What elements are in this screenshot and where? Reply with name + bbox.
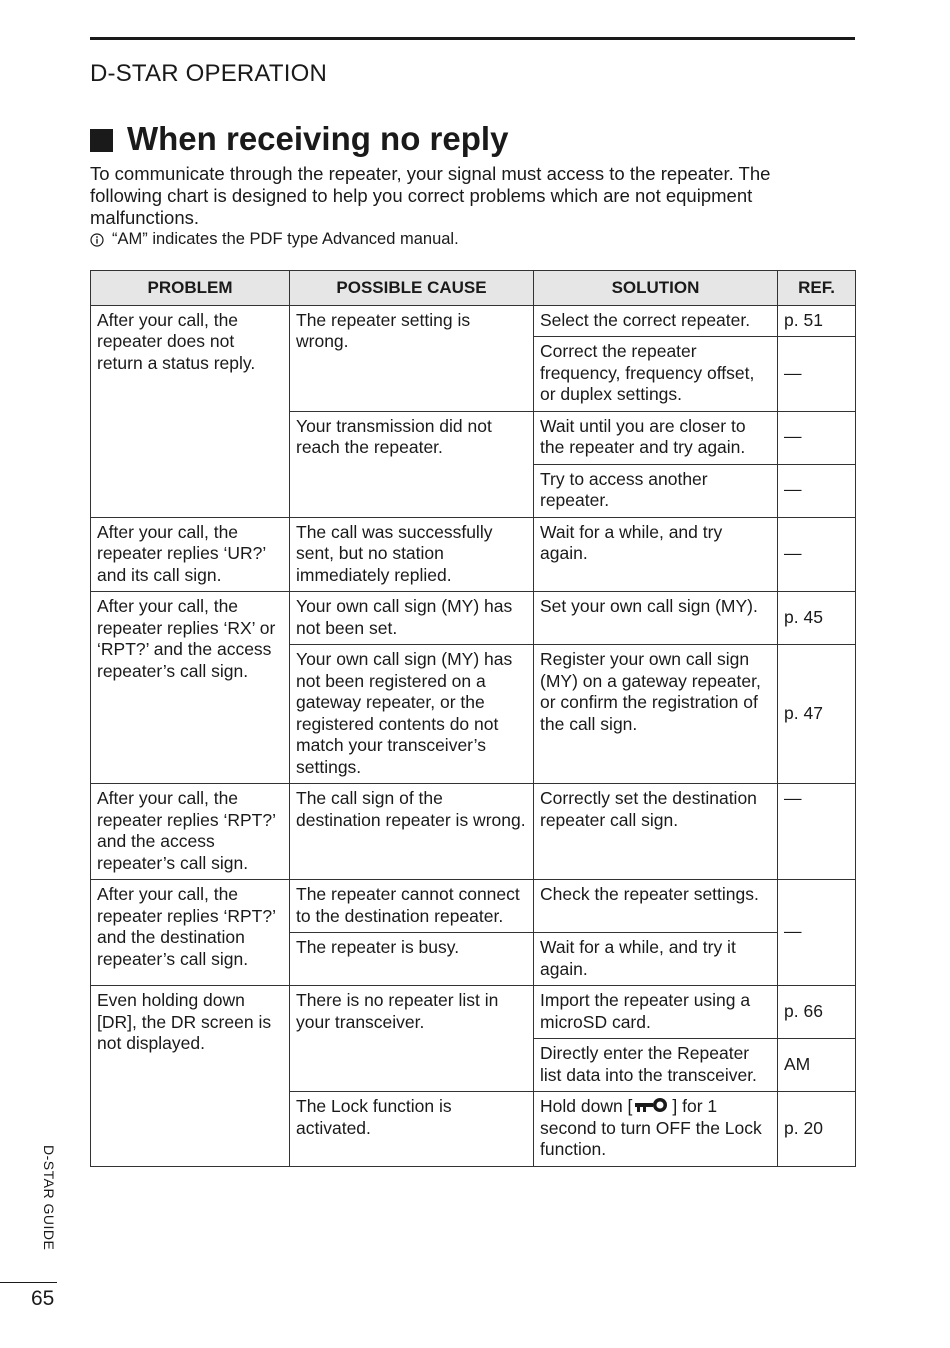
page-number: 65 bbox=[31, 1287, 55, 1310]
solution-cell bbox=[534, 1092, 778, 1167]
cause-cell: Your own call sign (MY) has not been registered on a gateway repeater, or the registered contents do not match your transceiver’s settings. bbox=[290, 645, 534, 784]
heading-title: When receiving no reply bbox=[127, 120, 509, 157]
cause-cell: Your transmission did not reach the repeater. bbox=[290, 411, 534, 517]
ref-cell: — bbox=[778, 517, 856, 592]
key-icon bbox=[632, 1096, 672, 1116]
problem-cell: After your call, the repeater replies ‘RX’ or ‘RPT?’ and the access repeater’s call sign. bbox=[91, 592, 290, 784]
ref-cell: — bbox=[778, 411, 856, 464]
intro-paragraph: To communicate through the repeater, your signal must access to the repeater. The following chart is designed to help you correct problems which are not equipment malfunctions. bbox=[90, 163, 771, 228]
table-header-row bbox=[91, 271, 856, 306]
cause-cell: Your own call sign (MY) has not been set. bbox=[290, 592, 534, 645]
ref-cell: — bbox=[778, 784, 856, 880]
cause-cell: The repeater setting is wrong. bbox=[290, 305, 534, 411]
column-header-possible-cause: POSSIBLE CAUSE bbox=[290, 271, 534, 306]
solution-text-before: Hold down [ bbox=[540, 1096, 633, 1116]
cause-cell: The call sign of the destination repeater is wrong. bbox=[290, 784, 534, 880]
note bbox=[90, 230, 459, 249]
troubleshooting-table bbox=[90, 270, 856, 1167]
table-row bbox=[91, 986, 856, 1039]
ref-cell: — bbox=[778, 880, 856, 986]
problem-cell: Even holding down [DR], the DR screen is not displayed. bbox=[91, 986, 290, 1167]
square-bullet-icon bbox=[90, 129, 113, 152]
info-icon bbox=[90, 233, 104, 247]
solution-cell: Import the repeater using a microSD card. bbox=[534, 986, 778, 1039]
solution-cell: Select the correct repeater. bbox=[534, 305, 778, 337]
cause-cell: There is no repeater list in your transceiver. bbox=[290, 986, 534, 1092]
solution-cell: Wait until you are closer to the repeater and try again. bbox=[534, 411, 778, 464]
table-row bbox=[91, 517, 856, 592]
solution-cell: Set your own call sign (MY). bbox=[534, 592, 778, 645]
ref-cell: p. 51 bbox=[778, 305, 856, 337]
solution-cell: Wait for a while, and try again. bbox=[534, 517, 778, 592]
page-number-rule bbox=[0, 1282, 57, 1283]
ref-cell: — bbox=[778, 464, 856, 517]
ref-cell: AM bbox=[778, 1039, 856, 1092]
solution-cell: Check the repeater settings. bbox=[534, 880, 778, 933]
page-heading bbox=[90, 120, 508, 158]
solution-cell: Correctly set the destination repeater call sign. bbox=[534, 784, 778, 880]
problem-cell: After your call, the repeater replies ‘RPT?’ and the destination repeater’s call sign. bbox=[91, 880, 290, 986]
column-header-solution: SOLUTION bbox=[534, 271, 778, 306]
cause-cell: The repeater is busy. bbox=[290, 933, 534, 986]
note-text: “AM” indicates the PDF type Advanced manual. bbox=[112, 230, 459, 248]
cause-cell: The call was successfully sent, but no station immediately replied. bbox=[290, 517, 534, 592]
ref-cell: — bbox=[778, 337, 856, 412]
column-header-problem: PROBLEM bbox=[91, 271, 290, 306]
solution-cell: Try to access another repeater. bbox=[534, 464, 778, 517]
section-title: D-STAR OPERATION bbox=[90, 60, 327, 87]
solution-cell: Register your own call sign (MY) on a gateway repeater, or confirm the registration of the call sign. bbox=[534, 645, 778, 784]
table-row bbox=[91, 784, 856, 880]
cause-cell: The Lock function is activated. bbox=[290, 1092, 534, 1167]
column-header-ref: REF. bbox=[778, 271, 856, 306]
table-row bbox=[91, 592, 856, 645]
ref-cell: p. 20 bbox=[778, 1092, 856, 1167]
ref-cell: p. 47 bbox=[778, 645, 856, 784]
ref-cell: p. 66 bbox=[778, 986, 856, 1039]
cause-cell: The repeater cannot connect to the destination repeater. bbox=[290, 880, 534, 933]
problem-cell: After your call, the repeater does not return a status reply. bbox=[91, 305, 290, 517]
top-rule bbox=[90, 37, 855, 40]
problem-cell: After your call, the repeater replies ‘UR?’ and its call sign. bbox=[91, 517, 290, 592]
solution-cell: Wait for a while, and try it again. bbox=[534, 933, 778, 986]
solution-text-after: ] for 1 second to turn OFF the Lock function. bbox=[540, 1096, 762, 1159]
solution-cell: Correct the repeater frequency, frequency offset, or duplex settings. bbox=[534, 337, 778, 412]
ref-cell: p. 45 bbox=[778, 592, 856, 645]
solution-cell: Directly enter the Repeater list data into the transceiver. bbox=[534, 1039, 778, 1092]
table-row bbox=[91, 880, 856, 933]
problem-cell: After your call, the repeater replies ‘RPT?’ and the access repeater’s call sign. bbox=[91, 784, 290, 880]
side-label: D-STAR GUIDE bbox=[41, 1145, 57, 1251]
table-row bbox=[91, 305, 856, 337]
